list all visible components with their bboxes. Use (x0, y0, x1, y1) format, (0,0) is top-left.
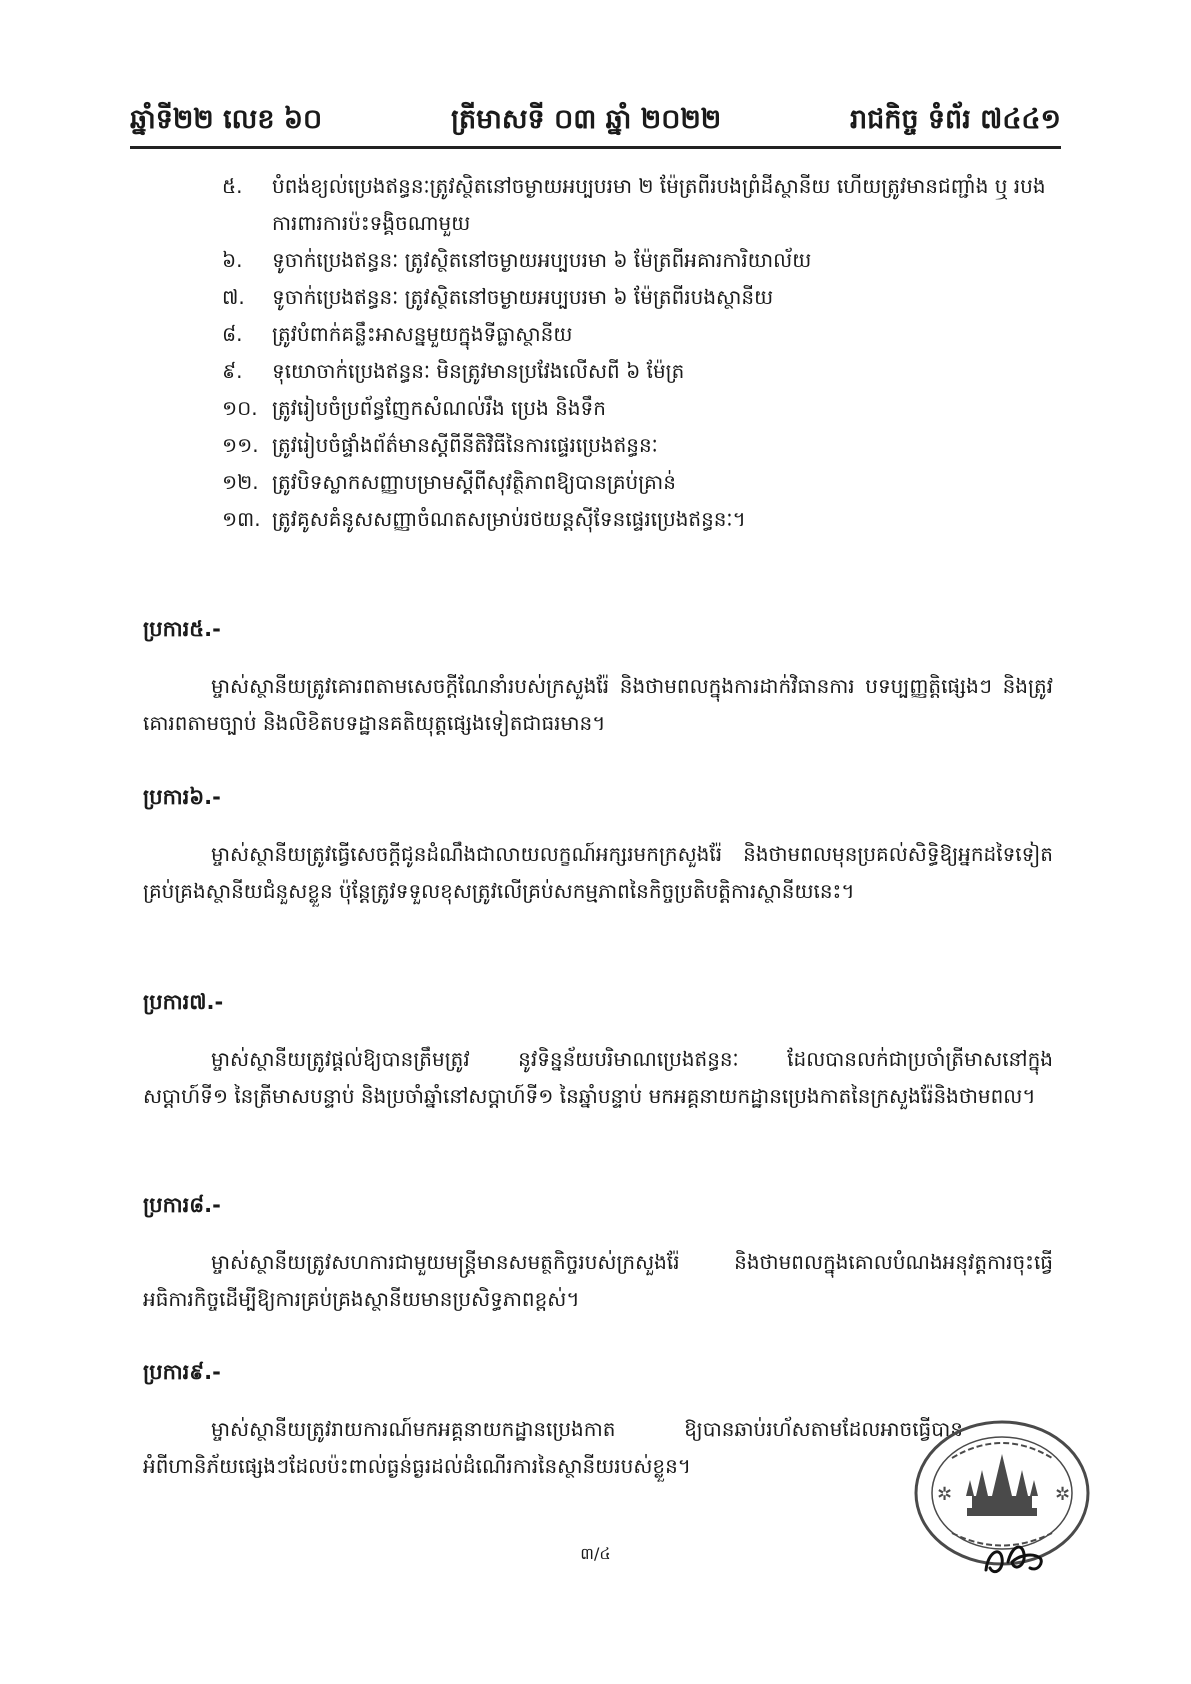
list-item (222, 501, 1052, 538)
article-title: ប្រការ៨.- (143, 1193, 221, 1217)
article-body: ម្ចាស់ស្ថានីយត្រូវគោរពតាមសេចក្តីណែនាំរបស់ក្រសួងរ៉ែ និងថាមពលក្នុងការដាក់វិធានការ បទប្បញ្ញត្តិផ្សេងៗ និងត្រូវគោរពតាមច្បាប់ និងលិខិតបទដ្ឋានគតិយុត្តផ្សេងទៀតជាធរមាន។ (143, 674, 1053, 735)
article-8 (143, 1188, 1053, 1318)
list-number: ៦. (222, 248, 243, 272)
list-number: ១២. (222, 470, 259, 494)
header-issue: ឆ្នាំទី២២ លេខ ៦០ (130, 104, 323, 135)
list-number: ៨. (222, 322, 243, 346)
svg-text:✲: ✲ (1055, 1484, 1071, 1505)
article-6 (143, 780, 1053, 910)
list-number: ១០. (222, 396, 258, 420)
signature-icon (978, 1532, 1058, 1580)
gazette-header (130, 92, 1061, 142)
article-5 (143, 612, 1053, 742)
list-item (222, 353, 1052, 390)
article-title: ប្រការ៥.- (143, 617, 221, 641)
article-7 (143, 985, 1053, 1115)
page-number: ៣/៤ (580, 1544, 611, 1563)
header-page-ref: រាជកិច្ច ទំព័រ ៧៤៤១ (849, 104, 1061, 135)
list-number: ៥. (222, 174, 243, 198)
list-number: ៧. (222, 285, 245, 309)
requirements-list (222, 168, 1052, 538)
article-title: ប្រការ៩.- (143, 1360, 221, 1384)
list-text: ត្រូវបំពាក់គន្លឹះអាសន្នមួយក្នុងទីធ្លាស្ថានីយ (272, 322, 573, 346)
article-body: ម្ចាស់ស្ថានីយត្រូវសហការជាមួយមន្ត្រីមានសមត្ថកិច្ចរបស់ក្រសួងរ៉ែ និងថាមពលក្នុងគោលបំណងអនុវត្តការចុះធ្វើអធិការកិច្ចដើម្បីឱ្យការគ្រប់គ្រងស្ថានីយមានប្រសិទ្ធភាពខ្ពស់។ (143, 1250, 1053, 1311)
list-text: បំពង់ខ្យល់ប្រេងឥន្ធនៈត្រូវស្ថិតនៅចម្ងាយអប្បបរមា ២ ម៉ែត្រពីរបងព្រំដីស្ថានីយ ហើយត្រូវមានជញ្ជាំង ឬ របងការពារការប៉ះទង្គិចណាមួយ (272, 174, 1046, 235)
list-text: ទូចាក់ប្រេងឥន្ធនៈ ត្រូវស្ថិតនៅចម្ងាយអប្បបរមា ៦ ម៉ែត្រពីអគារការិយាល័យ (272, 248, 812, 272)
header-quarter: ត្រីមាសទី ០៣ ឆ្នាំ ២០២២ (450, 104, 722, 135)
header-divider (130, 146, 1061, 149)
article-body: ម្ចាស់ស្ថានីយត្រូវរាយការណ៍មកអគ្គនាយកដ្ឋានប្រេងកាត ឱ្យបានឆាប់រហ័សតាមដែលអាចធ្វើបានអំពីហានិភ័យផ្សេងៗដែលប៉ះពាល់ធ្ងន់ធ្ងរដល់ដំណើរការនៃស្ថានីយរបស់ខ្លួន។ (143, 1417, 963, 1478)
list-item (222, 168, 1052, 242)
list-number: ៩. (222, 359, 243, 383)
list-text: ទូចាក់ប្រេងឥន្ធនៈ ត្រូវស្ថិតនៅចម្ងាយអប្បបរមា ៦ ម៉ែត្រពីរបងស្ថានីយ (272, 285, 774, 309)
article-9 (143, 1355, 963, 1485)
list-text: ត្រូវរៀបចំផ្ទាំងព័ត៌មានស្តីពីនីតិវិធីនៃការផ្ទេរប្រេងឥន្ធនៈ (272, 433, 658, 457)
list-item (222, 427, 1052, 464)
article-title: ប្រការ៧.- (143, 990, 224, 1014)
article-title: ប្រការ៦.- (143, 785, 221, 809)
list-item (222, 390, 1052, 427)
list-item (222, 279, 1052, 316)
list-number: ១៣. (222, 507, 261, 531)
list-item (222, 316, 1052, 353)
article-body: ម្ចាស់ស្ថានីយត្រូវធ្វើសេចក្តីជូនដំណឹងជាលាយលក្ខណ៍អក្សរមកក្រសួងរ៉ែ និងថាមពលមុនប្រគល់សិទ្ធិឱ្យអ្នកដទៃទៀតគ្រប់គ្រងស្ថានីយជំនួសខ្លួន ប៉ុន្តែត្រូវទទួលខុសត្រូវលើគ្រប់សកម្មភាពនៃកិច្ចប្រតិបត្តិការស្ថានីយនេះ។ (143, 842, 1053, 903)
list-text: ទុយោចាក់ប្រេងឥន្ធនៈ មិនត្រូវមានប្រវែងលើសពី ៦ ម៉ែត្រ (272, 359, 685, 383)
list-item (222, 464, 1052, 501)
list-text: ត្រូវរៀបចំប្រព័ន្ធញែកសំណល់រឹង ប្រេង និងទឹក (272, 396, 606, 420)
svg-text:✲: ✲ (937, 1484, 953, 1505)
list-item (222, 242, 1052, 279)
list-text: ត្រូវគូសគំនូសសញ្ញាចំណតសម្រាប់រថយន្តស៊ីទែនផ្ទេរប្រេងឥន្ធនៈ។ (272, 507, 746, 531)
list-text: ត្រូវបិទស្លាកសញ្ញាបម្រាមស្តីពីសុវត្ថិភាពឱ្យបានគ្រប់គ្រាន់ (272, 470, 676, 494)
list-number: ១១. (222, 433, 259, 457)
article-body: ម្ចាស់ស្ថានីយត្រូវផ្តល់ឱ្យបានត្រឹមត្រូវ នូវទិន្នន័យបរិមាណប្រេងឥន្ធនៈ ដែលបានលក់ជាប្រចាំត្រីមាសនៅក្នុងសប្តាហ៍ទី១ នៃត្រីមាសបន្ទាប់ និងប្រចាំឆ្នាំនៅសប្តាហ៍ទី១ នៃឆ្នាំបន្ទាប់ មកអគ្គនាយកដ្ឋានប្រេងកាតនៃក្រសួងរ៉ែនិងថាមពល។ (143, 1047, 1053, 1108)
